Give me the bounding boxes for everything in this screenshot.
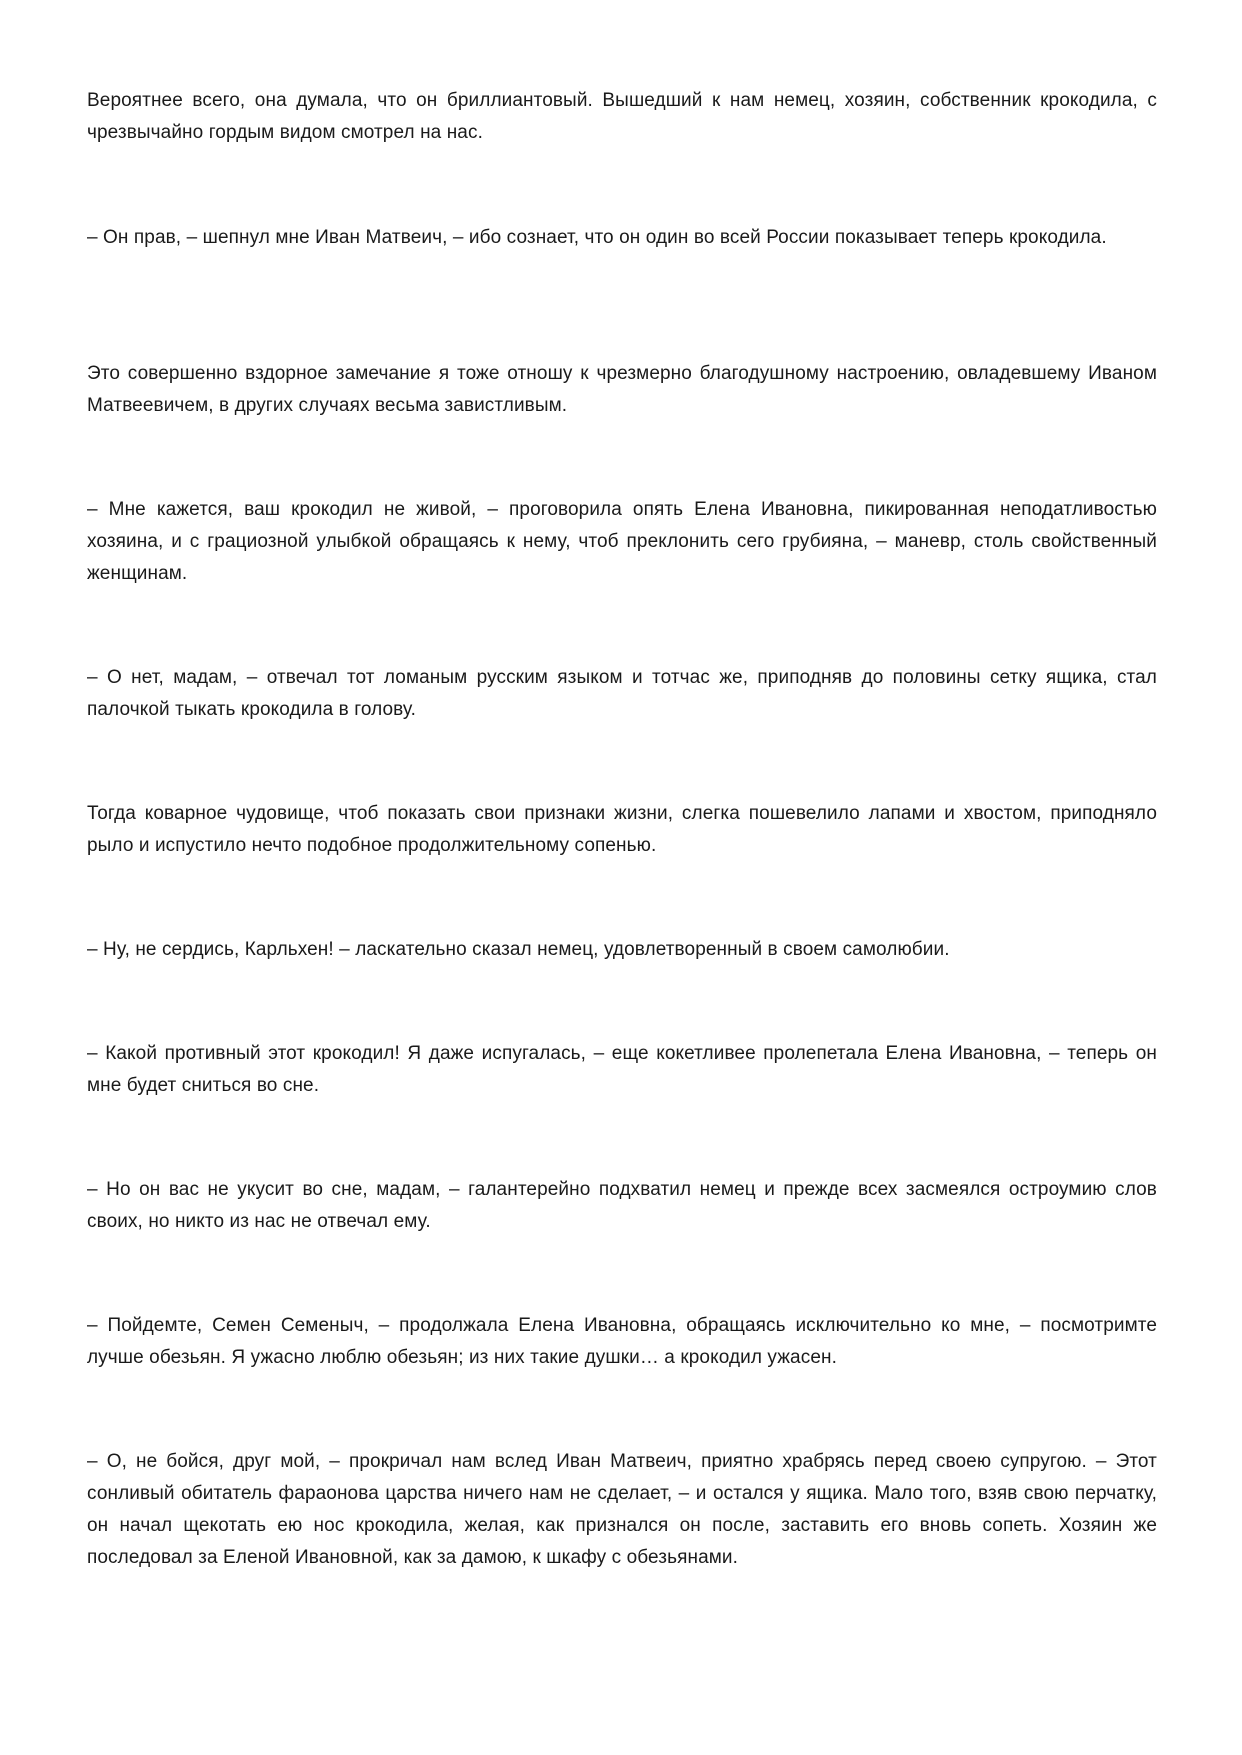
paragraph: – О, не бойся, друг мой, – прокричал нам вслед Иван Матвеич, приятно храбрясь перед своею супругою. – Этот сонливый обитатель фараонова царства ничего нам не сделает, – и остался у ящика. Мало того, взяв свою перчатку, он начал щекотать ею нос крокодила, желая, как признался он после, заставить его вновь сопеть. Хозяин же последовал за Еленой Ивановной, как за дамою, к шкафу с обезьянами. (87, 1451, 1157, 1568)
paragraph: – Пойдемте, Семен Семеныч, – продолжала Елена Ивановна, обращаясь исключительно ко мне, – посмотримте лучше обезьян. Я ужасно люблю обезьян; из них такие душки… а крокодил ужасен. (87, 1315, 1157, 1368)
paragraph: – Он прав, – шепнул мне Иван Матвеич, – ибо сознает, что он один во всей России показывает теперь крокодила. (87, 227, 1107, 248)
paragraph: – Какой противный этот крокодил! Я даже испугалась, – еще кокетливее пролепетала Елена Ивановна, – теперь он мне будет сниться во сне. (87, 1043, 1157, 1096)
paragraph: Вероятнее всего, она думала, что он бриллиантовый. Вышедший к нам немец, хозяин, собственник крокодила, с чрезвычайно гордым видом смотрел на нас. (87, 90, 1157, 143)
paragraph: – Ну, не сердись, Карльхен! – ласкательно сказал немец, удовлетворенный в своем самолюбии. (87, 939, 950, 960)
paragraph: – О нет, мадам, – отвечал тот ломаным русским языком и тотчас же, приподняв до половины сетку ящика, стал палочкой тыкать крокодила в голову. (87, 667, 1157, 720)
paragraph: – Мне кажется, ваш крокодил не живой, – проговорила опять Елена Ивановна, пикированная неподатливостью хозяина, и с грациозной улыбкой обращаясь к нему, чтоб преклонить сего грубияна, – маневр, столь свойственный женщинам. (87, 499, 1157, 584)
paragraph: Это совершенно вздорное замечание я тоже отношу к чрезмерно благодушному настроению, овладевшему Иваном Матвеевичем, в других случаях весьма завистливым. (87, 363, 1157, 416)
paragraph: Тогда коварное чудовище, чтоб показать свои признаки жизни, слегка пошевелило лапами и хвостом, приподняло рыло и испустило нечто подобное продолжительному сопенью. (87, 803, 1157, 856)
paragraph: – Но он вас не укусит во сне, мадам, – галантерейно подхватил немец и прежде всех засмеялся остроумию слов своих, но никто из нас не отвечал ему. (87, 1179, 1157, 1232)
